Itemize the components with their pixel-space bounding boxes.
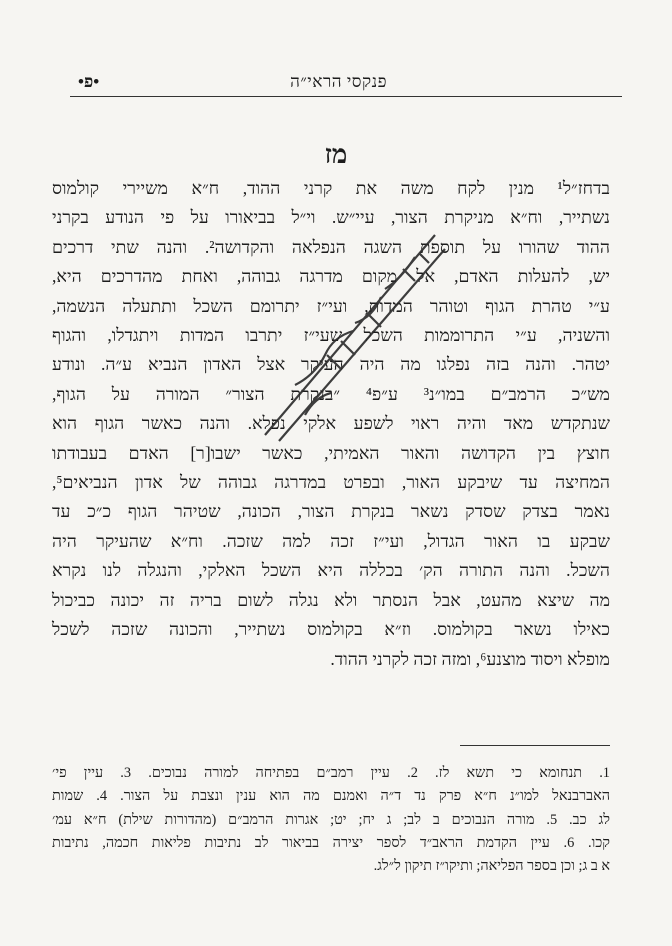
body-line: מופלא ויסוד מוצנע⁶, ומזה זכה לקרני ההוד. xyxy=(330,648,610,669)
footnote-line: האברבנאל למו״נ ח״א פרק נד ד״ה ואמנם מה הוא ענין ונצבת על הצור. 4. שמות xyxy=(52,788,610,805)
body-line: השכל. והנה התורה הק׳ בכללה היא השכל האלקי, והנגלה לנו נקרא xyxy=(52,560,610,581)
body-line: שבקע בו האור הגדול, ועי״ז זכה למה שזכה. וח״א שהעיקר היה xyxy=(52,530,610,551)
body-line: ההוד שהורו על תוספת השגה הנפלאה והקדושה². והנה שתי דרכים xyxy=(52,236,610,257)
running-header xyxy=(70,70,622,97)
body-line: בדחז״ל¹ מנין לקח משה את קרני ההוד, ח״א משיירי קולמוס xyxy=(52,178,610,198)
watermark-stamp-graphic xyxy=(235,205,465,465)
body-line: יטהר. והנה בזה נפלגו מה היה העיקר אצל האדון הנביא ע״ה. ונודע xyxy=(52,354,610,375)
body-line: נשתייר, וח״א מניקרת הצור, עיי״ש. וי״ל בביאורו על פי הנודע בקרני xyxy=(52,207,610,228)
footnote-line: קכו. 6. עיין הקדמת הראב״ד לספר יצירה בביאור לב נתיבות פליאות חכמה, נתיבות xyxy=(52,834,610,851)
footnote-line: לג כב. 5. מורה הנבוכים ב לב; ג יח; יט; אגרות הרמב״ם (מהדורות שילת) ח״א עמ׳ xyxy=(52,811,610,828)
body-line: שנתקדש מאד והיה ראוי לשפע אלקי נפלא. והנה כאשר הגוף הוא xyxy=(52,413,610,434)
body-line: מה שיצא מהעט, אבל הנסתר ולא נגלה לשום בריה זה יכונה כביכול xyxy=(52,589,610,610)
body-line: והשניה, ע״י התרוממות השכל שעי״ז יתרבו המדות ויתגדלו, והגוף xyxy=(52,325,610,346)
footnote-separator xyxy=(460,745,610,746)
body-line: נאמר בצדק שסדק נשאר בנקרת הצור, הכונה, שטיהר הגוף כ״כ עד xyxy=(52,501,610,522)
body-line: חוצץ בין הקדושה והאור האמיתי, כאשר ישבו[ר] האדם בעבודתו xyxy=(52,442,610,463)
chapter-title: מז xyxy=(324,140,348,169)
watermark-stamp xyxy=(235,205,465,465)
body-line: יש, להעלות האדם, אל מקום מדרגה גבוהה, ואחת מהדרכים היא, xyxy=(52,266,610,287)
running-title: פנקסי הראי״ה xyxy=(290,72,387,91)
body-line: ע״י טהרת הגוף וטוהר המדות, ועי״ז יתרומם השכל ותתעלה הנשמה, xyxy=(52,295,610,316)
body-line: המחיצה עד שיבקע האור, ובפרט במדרגה גבוהה של אדון הנביאים⁵, xyxy=(52,472,610,493)
page-number: •פ• xyxy=(78,72,100,91)
footnotes xyxy=(52,762,610,878)
body-line: כאילו נשאר בקולמוס. וז״א בקולמוס נשתייר, והכונה שזכה לשכל xyxy=(52,619,610,640)
body-line: מש״כ הרמב״ם במו״נ³ ע״פ⁴ ״בנקרת הצור״ המורה על הגוף, xyxy=(52,383,610,404)
footnote-line: א ב ג; וכן בספר הפליאה; ותיקו״ז תיקון ל״לג. xyxy=(373,858,610,875)
footnote-line: 1. תנחומא כי תשא לז. 2. עיין רמב״ם בפתיחה למורה נבוכים. 3. עיין פי׳ xyxy=(52,765,610,781)
